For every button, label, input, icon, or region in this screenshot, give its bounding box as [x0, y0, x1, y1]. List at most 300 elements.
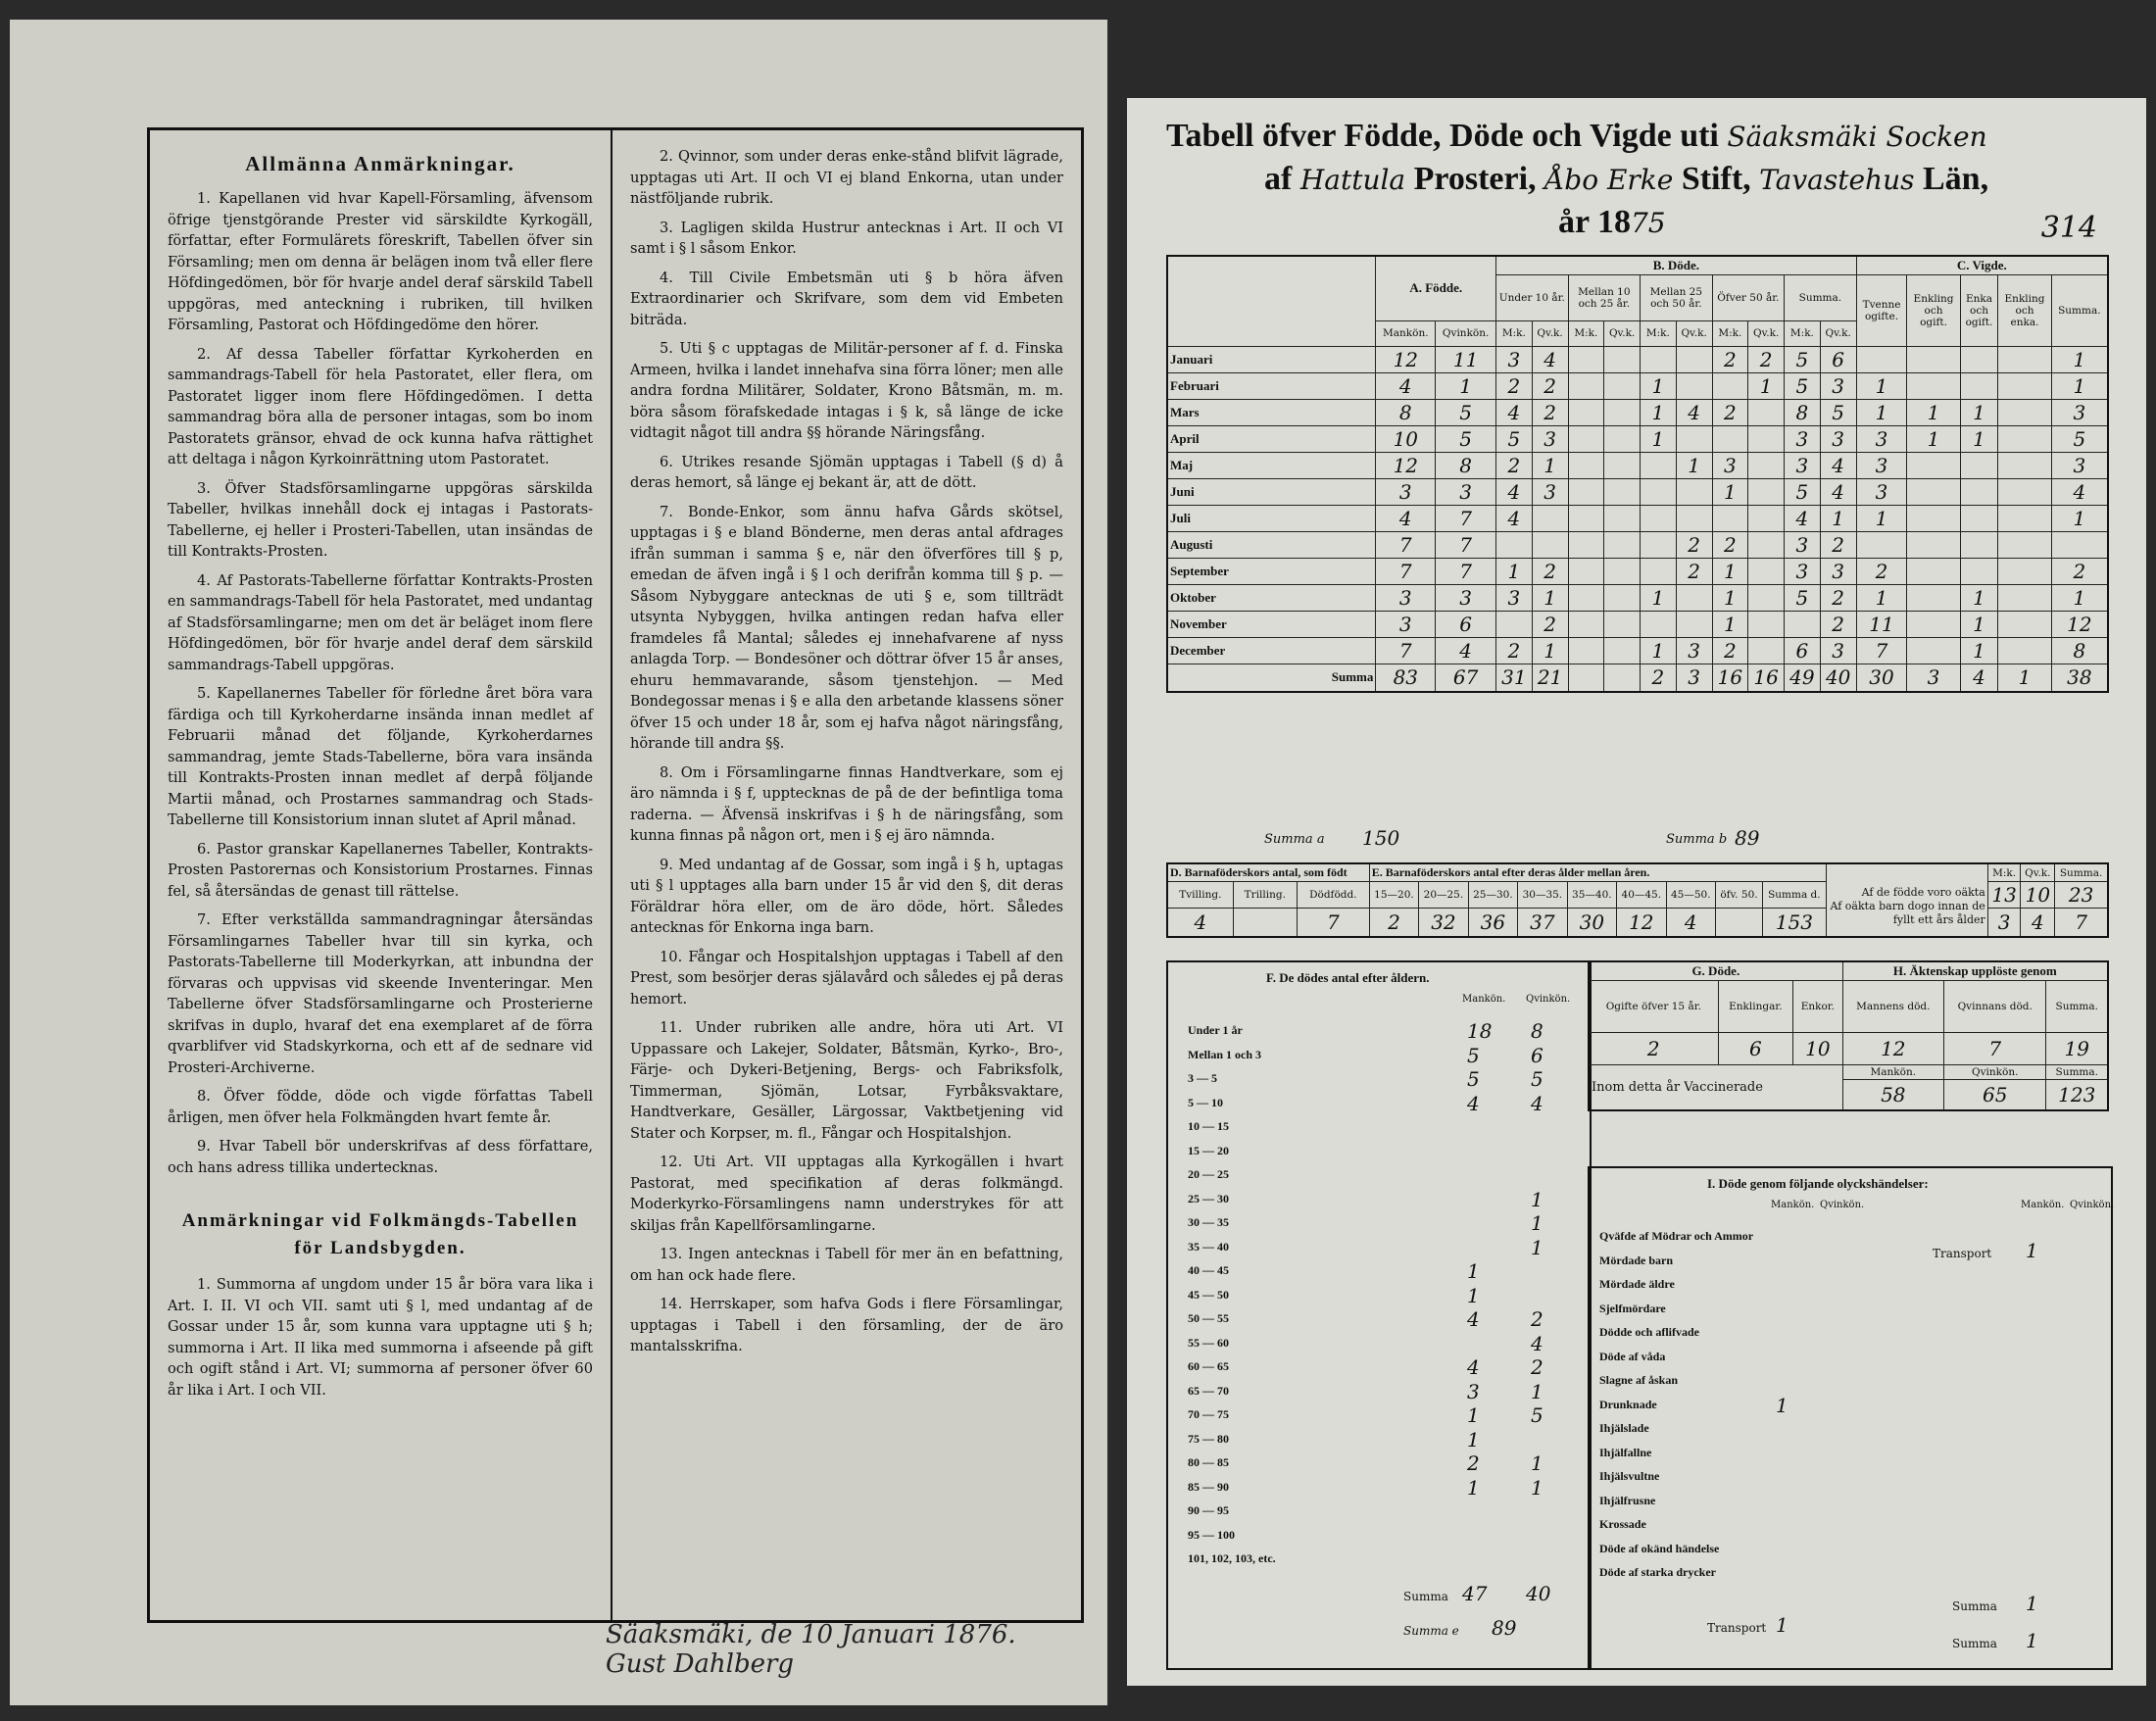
e-value: 12 — [1617, 909, 1666, 938]
died-count — [1641, 479, 1677, 506]
died-count — [1748, 612, 1785, 638]
died-count — [1604, 506, 1641, 532]
age-row — [1188, 1476, 1580, 1500]
remark-paragraph: 6. Pastor granskar Kapellanernes Tabeller, Kontrakts-Prosten Pastorernas och Konsistorium Prostarnes. Finnas fel, så återsändas de genast till rättelse. — [168, 840, 593, 900]
died-count — [1604, 347, 1641, 373]
died-count: 3 — [1785, 426, 1821, 453]
age-q: 5 — [1531, 1403, 1544, 1427]
e-column-header: 30—35. — [1518, 882, 1567, 909]
illegitimate-labels — [1826, 863, 1987, 937]
accident-label: Ihjälsvultne — [1599, 1469, 1660, 1483]
born-count: 4 — [1376, 373, 1436, 400]
age-m: 1 — [1467, 1259, 1480, 1283]
age-q: 6 — [1531, 1043, 1544, 1067]
died-count: 2 — [1532, 400, 1568, 426]
died-count — [1676, 347, 1712, 373]
illeg-mk-header: M:k. — [1987, 863, 2021, 882]
illeg-summa-header: Summa. — [2055, 863, 2108, 882]
g-column-header: Enkor. — [1793, 981, 1843, 1033]
died-count: 5 — [1496, 426, 1533, 453]
age-label: 60 — 65 — [1188, 1359, 1229, 1373]
born-count: 11 — [1436, 347, 1496, 373]
born-count: 7 — [1436, 506, 1496, 532]
married-count — [1960, 453, 1998, 479]
remark-paragraph: 7. Bonde-Enkor, som ännu hafva Gårds skötsel, upptagas i § e bland Bönderne, men deras antal afdrages ifrån summan i samma § e, när den öfverföres till § p, emedan de äfven ingå i § l och derifrån komma till § p. — Såsom Nybyggare antecknas de uti § e, som tillträdt utsynta Nybyggen, hvilka antingen redan hafva eller framdeles få Mantal; således ej innehafvarene af nyss anlagda Torp. — Bondesöner och döttrar öfver 15 år anses, ehuru hemmavarande, såsom tjenstehjon. — Med Bondegossar menas i § e alla den arbetande klassens söner öfver 15 och under 18 år, som ej hafva något näringsfång, hörande till andra §§. — [630, 503, 1063, 752]
year-value: 75 — [1630, 207, 1666, 239]
married-count: 1 — [1907, 400, 1960, 426]
died-count: 5 — [1820, 400, 1856, 426]
rural-remarks-heading: Anmärkningar vid Folkmängds-Tabellen för Landsbygden. — [181, 1210, 579, 1258]
remark-paragraph: 5. Kapellanernes Tabeller för förledne året böra vara färdiga och till Kyrkoherdarne insända innan medlet af Februarii månad det följande, Kyrkoherdarnes sammandrag, jemte Stads-Tabellerne, böra vara insända till Kontrakts-Prosten innan medlet af derpå följande Martii månad, och Prostarnes sammandrag och Stads-Tabellerne till Konsistorium innan slutet af April månad. — [168, 685, 593, 828]
died-count — [1604, 479, 1641, 506]
g-column-header: Enklingar. — [1718, 981, 1792, 1033]
section-gh-table — [1588, 960, 2109, 1111]
e-column-header: 25—30. — [1468, 882, 1517, 909]
age-m: 1 — [1467, 1283, 1480, 1307]
died-count — [1568, 638, 1604, 664]
summa-b-label: Summa b — [1666, 832, 1728, 847]
died-count: 2 — [1496, 638, 1533, 664]
vaccinated-label: Inom detta år Vaccinerade — [1589, 1065, 1842, 1111]
age-row — [1188, 1163, 1580, 1188]
died-count — [1604, 638, 1641, 664]
born-count: 12 — [1376, 453, 1436, 479]
died-count: 3 — [1785, 453, 1821, 479]
remark-paragraph: 5. Uti § c upptagas de Militär-personer af f. d. Finska Armeen, hvilka i landet innehafva sina förra löner; men alle andra fordna Militärer, Soldater, Krono Båtsmän, m. m. böra såsom förafskedade intagas i § k, så länge de icke vidtagit något till andra §§ hörande Näringsfång. — [630, 340, 1063, 441]
age-q: 1 — [1531, 1187, 1544, 1211]
age-label: 85 — 90 — [1188, 1479, 1229, 1494]
instructions-column-2 — [612, 130, 1081, 1620]
age-label: Under 1 år — [1188, 1023, 1243, 1037]
instructions-column-1 — [150, 130, 612, 1620]
illegitimate-born-value: 23 — [2055, 882, 2108, 909]
died-count: 5 — [1785, 373, 1821, 400]
born-count: 6 — [1436, 612, 1496, 638]
e-value: 32 — [1419, 909, 1468, 938]
age-label: 35 — 40 — [1188, 1239, 1229, 1254]
age-label: 3 — 5 — [1188, 1071, 1217, 1085]
accident-row — [1599, 1417, 1854, 1442]
married-count — [1960, 479, 1998, 506]
married-count — [1998, 479, 2051, 506]
born-total: 83 — [1376, 664, 1436, 692]
died-count — [1712, 426, 1748, 453]
died-total — [1568, 664, 1604, 692]
vacc-mk-header: Mankön. — [1842, 1065, 1943, 1080]
died-mk-header: M:k. — [1785, 320, 1821, 346]
married-count: 1 — [1856, 506, 1907, 532]
month-row — [1167, 506, 2108, 532]
died-count — [1748, 559, 1785, 585]
h-column-header: Qvinnans död. — [1943, 981, 2046, 1033]
h-value: 12 — [1842, 1033, 1943, 1065]
died-count — [1748, 479, 1785, 506]
died-count — [1568, 453, 1604, 479]
f-qk-header: Qvinkön. — [1526, 994, 1571, 1005]
age-row — [1188, 1524, 1580, 1549]
age-q: 8 — [1531, 1019, 1544, 1043]
died-count: 2 — [1532, 559, 1568, 585]
died-count: 3 — [1496, 347, 1533, 373]
born-count: 7 — [1436, 559, 1496, 585]
died-count — [1568, 559, 1604, 585]
married-count: 1 — [1856, 585, 1907, 612]
transport-top-value: 1 — [2026, 1239, 2038, 1262]
married-count — [1907, 559, 1960, 585]
age-label: Mellan 1 och 3 — [1188, 1047, 1261, 1061]
married-count: 12 — [2051, 612, 2108, 638]
died-count: 6 — [1785, 638, 1821, 664]
gh-column-headers — [1589, 981, 2108, 1033]
month-name: Januari — [1167, 347, 1376, 373]
d-column-header: Dödfödd. — [1297, 882, 1369, 909]
month-row — [1167, 453, 2108, 479]
married-count: 2 — [2051, 559, 2108, 585]
died-count: 2 — [1676, 559, 1712, 585]
f-summa-m: 47 — [1462, 1582, 1488, 1605]
married-count — [1907, 506, 1960, 532]
mothers-table — [1166, 862, 2109, 938]
married-count — [1998, 453, 2051, 479]
married-count — [1960, 559, 1998, 585]
vaccinated-value: 58 — [1842, 1080, 1943, 1111]
section-f-header: F. De dödes antal efter åldern. — [1266, 970, 1430, 985]
month-name: Oktober — [1167, 585, 1376, 612]
remark-paragraph: 6. Utrikes resande Sjömän upptagas i Tabell (§ d) å deras hemort, så länge ej bekant är, att de dött. — [630, 453, 1063, 491]
accident-label: Sjelfmördare — [1599, 1301, 1666, 1315]
age-q: 1 — [1531, 1211, 1544, 1235]
vaccinated-value: 65 — [1943, 1080, 2046, 1111]
married-type-header: Enka och ogift. — [1960, 275, 1998, 347]
died-count — [1641, 347, 1677, 373]
month-row — [1167, 638, 2108, 664]
i-summa-value: 1 — [2026, 1592, 2038, 1615]
title-text: Tabell öfver Födde, Döde och Vigde uti — [1166, 118, 1719, 154]
accident-row — [1599, 1538, 1854, 1562]
month-name: Maj — [1167, 453, 1376, 479]
died-age-header: Mellan 10 och 25 år. — [1568, 275, 1641, 321]
accident-row — [1599, 1442, 1854, 1466]
born-header: A. Födde. — [1376, 256, 1496, 320]
accident-label: Ihjälfrusne — [1599, 1493, 1656, 1507]
married-count: 1 — [2051, 506, 2108, 532]
age-m: 5 — [1467, 1043, 1480, 1067]
month-row — [1167, 585, 2108, 612]
h-column-header: Mannens död. — [1842, 981, 1943, 1033]
married-type-header: Tvenne ogifte. — [1856, 275, 1907, 347]
gh-values — [1589, 1033, 2108, 1065]
age-label: 101, 102, 103, etc. — [1188, 1551, 1276, 1565]
age-q: 1 — [1531, 1451, 1544, 1475]
born-count: 4 — [1376, 506, 1436, 532]
age-row — [1188, 1092, 1580, 1116]
married-count: 1 — [1960, 612, 1998, 638]
age-label: 65 — 70 — [1188, 1383, 1229, 1398]
accident-label: Mördade äldre — [1599, 1277, 1675, 1291]
married-total: 1 — [1998, 664, 2051, 692]
general-remarks-heading: Allmänna Anmärkningar. — [245, 152, 515, 175]
age-label: 80 — 85 — [1188, 1455, 1229, 1469]
month-rows — [1167, 347, 2108, 692]
age-label: 90 — 95 — [1188, 1503, 1229, 1517]
married-count — [1960, 347, 1998, 373]
d-value: 7 — [1297, 909, 1369, 938]
died-total: 40 — [1820, 664, 1856, 692]
married-count — [1998, 373, 2051, 400]
died-count — [1604, 559, 1641, 585]
age-label: 20 — 25 — [1188, 1167, 1229, 1181]
illegitimate-died-value: 3 — [1987, 909, 2021, 938]
died-count: 2 — [1820, 585, 1856, 612]
remark-paragraph: 9. Med undantag af de Gossar, som ingå i § h, uptagas uti § l upptages alla barn under 15 år vid den §, dit deras Föräldrar höra eller, om de äro döde, hört. Således antecknas för Enkorna inga barn. — [630, 856, 1063, 936]
died-count: 1 — [1820, 506, 1856, 532]
i-mk-header-2: Mankön. — [2021, 1200, 2065, 1210]
summa-a-label: Summa a — [1264, 832, 1325, 847]
age-label: 50 — 55 — [1188, 1311, 1229, 1325]
married-count: 3 — [1856, 453, 1907, 479]
died-count — [1676, 506, 1712, 532]
died-count: 4 — [1532, 347, 1568, 373]
age-m: 4 — [1467, 1307, 1480, 1331]
married-count — [1960, 506, 1998, 532]
age-row — [1188, 1115, 1580, 1140]
age-row — [1188, 1211, 1580, 1236]
age-m: 1 — [1467, 1403, 1480, 1427]
month-name: Mars — [1167, 400, 1376, 426]
died-count — [1496, 532, 1533, 559]
married-count — [1856, 347, 1907, 373]
d-column-header: Tvilling. — [1167, 882, 1233, 909]
died-total: 3 — [1676, 664, 1712, 692]
age-label: 30 — 35 — [1188, 1215, 1229, 1229]
married-total: 38 — [2051, 664, 2108, 692]
died-mk-header: M:k. — [1496, 320, 1533, 346]
accident-row — [1599, 1250, 1854, 1274]
age-row — [1188, 1332, 1580, 1356]
month-header — [1167, 256, 1376, 347]
married-type-header: Enkling och ogift. — [1907, 275, 1960, 347]
age-q: 1 — [1531, 1475, 1544, 1500]
illegitimate-born-value: 13 — [1987, 882, 2021, 909]
f-summa-label: Summa — [1403, 1590, 1448, 1603]
right-page — [1127, 98, 2146, 1686]
died-mk-header: M:k. — [1568, 320, 1604, 346]
age-label: 70 — 75 — [1188, 1407, 1229, 1421]
accident-label: Döde af våda — [1599, 1349, 1666, 1363]
died-count: 1 — [1641, 426, 1677, 453]
died-count: 4 — [1820, 453, 1856, 479]
section-g-header: G. Döde. — [1589, 961, 1842, 981]
died-count — [1604, 426, 1641, 453]
married-count: 1 — [1856, 400, 1907, 426]
g-value: 2 — [1589, 1033, 1718, 1065]
accident-row — [1599, 1490, 1854, 1514]
age-row — [1188, 1500, 1580, 1524]
remark-paragraph: 2. Af dessa Tabeller författar Kyrkoherden en sammandrags-Tabell för hela Pastoratet, eller flera, om Pastoratet ligger inom flere Höfdingedömen. I detta sammandrag böra alla de personer intagas, som bo inom Pastoratets gränsor, ehvad de ock kunna hafva rättighet att deltaga i någon Kyrkoinrättning utom Pastoratet. — [168, 345, 593, 467]
married-count: 1 — [2051, 347, 2108, 373]
vacc-summa-header: Summa. — [2046, 1065, 2108, 1080]
d-value: 4 — [1167, 909, 1233, 938]
died-count: 3 — [1820, 638, 1856, 664]
married-total: 4 — [1960, 664, 1998, 692]
born-count: 3 — [1436, 479, 1496, 506]
f-summa-e-label: Summa e — [1403, 1624, 1459, 1638]
accident-label: Krossade — [1599, 1517, 1646, 1531]
age-m: 5 — [1467, 1067, 1480, 1091]
died-qk-header: Qv.k. — [1748, 320, 1785, 346]
died-count — [1568, 532, 1604, 559]
died-total: 16 — [1712, 664, 1748, 692]
i-mk-header: Mankön. — [1771, 1200, 1815, 1210]
page-number: 314 — [2040, 211, 2097, 245]
died-age-header: Summa. — [1785, 275, 1857, 321]
h-value: 7 — [1943, 1033, 2046, 1065]
f-summa-q: 40 — [1526, 1582, 1551, 1605]
illegitimate-died-value: 4 — [2021, 909, 2055, 938]
died-count — [1604, 453, 1641, 479]
remark-paragraph: 4. Af Pastorats-Tabellerne författar Kontrakts-Prosten en sammandrags-Tabell för hela Pastoratet, med undantag af Stadsförsamlingarne; men om det är beläget inom flere Höfdingedömen, bör för hvarje andel deraf dem särskild sammandrags-Tabell uppgöras. — [168, 571, 593, 673]
died-count — [1568, 426, 1604, 453]
month-name: Augusti — [1167, 532, 1376, 559]
left-page — [10, 20, 1107, 1705]
illeg-qk-header: Qv.k. — [2021, 863, 2055, 882]
married-count — [1856, 532, 1907, 559]
died-count — [1641, 612, 1677, 638]
remark-paragraph: 8. Om i Församlingarne finnas Handtverkare, som ej äro nämnda i § f, upptecknas de på de der befintliga toma raderna. — Äfvensä inskrifvas i § h de näringsfång, som kunna finnas på någon ort, men i § ej äro nämnda. — [630, 763, 1063, 844]
died-age-header: Mellan 25 och 50 år. — [1641, 275, 1713, 321]
born-count: 10 — [1376, 426, 1436, 453]
died-count: 2 — [1676, 532, 1712, 559]
born-qk-header: Qvinkön. — [1436, 320, 1496, 346]
died-total: 31 — [1496, 664, 1533, 692]
married-count — [1907, 347, 1960, 373]
married-count: 2 — [1856, 559, 1907, 585]
died-count: 6 — [1820, 347, 1856, 373]
remark-paragraph: 3. Öfver Stadsförsamlingarne uppgöras särskilda Tabeller, hvilkas innehåll dock ej intagas i Pastorats-Tabellerne, ej heller i Prosteri-Tabellen, utan insändas de till Kontrakts-Prosten. — [168, 479, 593, 560]
month-name: Februari — [1167, 373, 1376, 400]
month-name: September — [1167, 559, 1376, 585]
died-count — [1676, 612, 1712, 638]
died-count: 1 — [1641, 373, 1677, 400]
married-count — [1907, 373, 1960, 400]
died-count: 4 — [1820, 479, 1856, 506]
died-count — [1676, 479, 1712, 506]
accident-row — [1599, 1273, 1854, 1298]
accident-label: Mördade barn — [1599, 1253, 1673, 1267]
e-column-header: 35—40. — [1567, 882, 1616, 909]
age-m: 3 — [1467, 1379, 1480, 1403]
married-count: 1 — [1960, 638, 1998, 664]
accident-label: Döde af okänd händelse — [1599, 1541, 1720, 1555]
age-label: 25 — 30 — [1188, 1191, 1229, 1205]
married-count: 1 — [2051, 373, 2108, 400]
i-qk-header: Qvinkön. — [1820, 1200, 1865, 1210]
married-total: 3 — [1907, 664, 1960, 692]
married-count — [1998, 426, 2051, 453]
died-count: 3 — [1496, 585, 1533, 612]
age-row — [1188, 1428, 1580, 1452]
e-column-header: 20—25. — [1419, 882, 1468, 909]
age-label: 95 — 100 — [1188, 1527, 1235, 1542]
age-row — [1188, 1019, 1580, 1044]
month-row — [1167, 612, 2108, 638]
died-count: 3 — [1676, 638, 1712, 664]
born-count: 8 — [1436, 453, 1496, 479]
married-type-header: Summa. — [2051, 275, 2108, 347]
handwritten-signature: Säaksmäki, de 10 Januari 1876. Gust Dahlberg — [606, 1620, 1016, 1679]
born-count: 7 — [1376, 532, 1436, 559]
died-count: 2 — [1712, 347, 1748, 373]
month-name: April — [1167, 426, 1376, 453]
e-column-header: 40—45. — [1617, 882, 1666, 909]
age-rows — [1188, 1019, 1580, 1572]
remark-paragraph: 12. Uti Art. VII upptagas alla Kyrkogällen i hvart Pastorat, med specifikation af deras folkmängd. Moderkyrko-Församlingens namn understrykes för att skiljas från Kapellförsamlingarne. — [630, 1154, 1063, 1234]
died-count — [1604, 612, 1641, 638]
accident-label: Ihjälfallne — [1599, 1445, 1652, 1459]
died-count: 4 — [1676, 400, 1712, 426]
died-count — [1568, 479, 1604, 506]
age-m: 1 — [1467, 1475, 1480, 1500]
died-mk-header: M:k. — [1641, 320, 1677, 346]
died-count — [1604, 532, 1641, 559]
died-count — [1568, 373, 1604, 400]
remark-paragraph: 9. Hvar Tabell bör underskrifvas af dess författare, och hans adress tillika undertecknas. — [168, 1138, 593, 1176]
age-row — [1188, 1307, 1580, 1332]
died-count — [1748, 638, 1785, 664]
births-deaths-marriages-table — [1166, 255, 2109, 693]
rural-remarks-list — [150, 1274, 611, 1401]
married-count: 5 — [2051, 426, 2108, 453]
accident-row — [1599, 1298, 1854, 1322]
g-value: 6 — [1718, 1033, 1792, 1065]
summa-row — [1167, 664, 2108, 692]
remark-paragraph: 1. Summorna af ungdom under 15 år böra vara lika i Art. I. II. VI och VII. samt uti § l, med undantag af de Gossar under 15 år, som kunna vara upptagne uti § h; summorna i Art. II lika med summorna i afseende på gift och ogift stånd i Art. VI; summorna af personer öfver 60 år lika i Art. I och VII. — [168, 1276, 593, 1399]
married-count: 3 — [2051, 400, 2108, 426]
age-m: 4 — [1467, 1091, 1480, 1115]
married-type-header: Enkling och enka. — [1998, 275, 2051, 347]
died-total: 2 — [1641, 664, 1677, 692]
illegitimate-died-value: 7 — [2055, 909, 2108, 938]
accident-row — [1599, 1561, 1854, 1586]
title-af: af — [1264, 161, 1293, 197]
died-count: 2 — [1496, 373, 1533, 400]
month-row — [1167, 479, 2108, 506]
section-h-header: H. Äktenskap upplöste genom — [1842, 961, 2108, 981]
died-total: 21 — [1532, 664, 1568, 692]
died-count: 3 — [1712, 453, 1748, 479]
married-count — [2051, 532, 2108, 559]
died-qk-header: Qv.k. — [1604, 320, 1641, 346]
month-name: Juni — [1167, 479, 1376, 506]
section-i — [1588, 1166, 2113, 1670]
title-stift: Stift, — [1681, 161, 1751, 197]
illegitimate-died-label: Af oäkta barn dogo innan de fyllt ett års ålder — [1830, 899, 1985, 926]
born-count: 7 — [1376, 559, 1436, 585]
transport-top-label: Transport — [1933, 1247, 1992, 1260]
age-q: 4 — [1531, 1091, 1544, 1115]
died-count: 3 — [1532, 479, 1568, 506]
died-count — [1748, 532, 1785, 559]
month-row — [1167, 426, 2108, 453]
table-title — [1166, 118, 2107, 247]
died-count: 2 — [1532, 612, 1568, 638]
married-count — [1907, 612, 1960, 638]
married-count — [1907, 638, 1960, 664]
remark-paragraph: 3. Lagligen skilda Hustrur antecknas i Art. II och VI samt i § l såsom Enkor. — [630, 219, 1063, 257]
died-count: 1 — [1532, 585, 1568, 612]
died-qk-header: Qv.k. — [1820, 320, 1856, 346]
married-count: 1 — [2051, 585, 2108, 612]
